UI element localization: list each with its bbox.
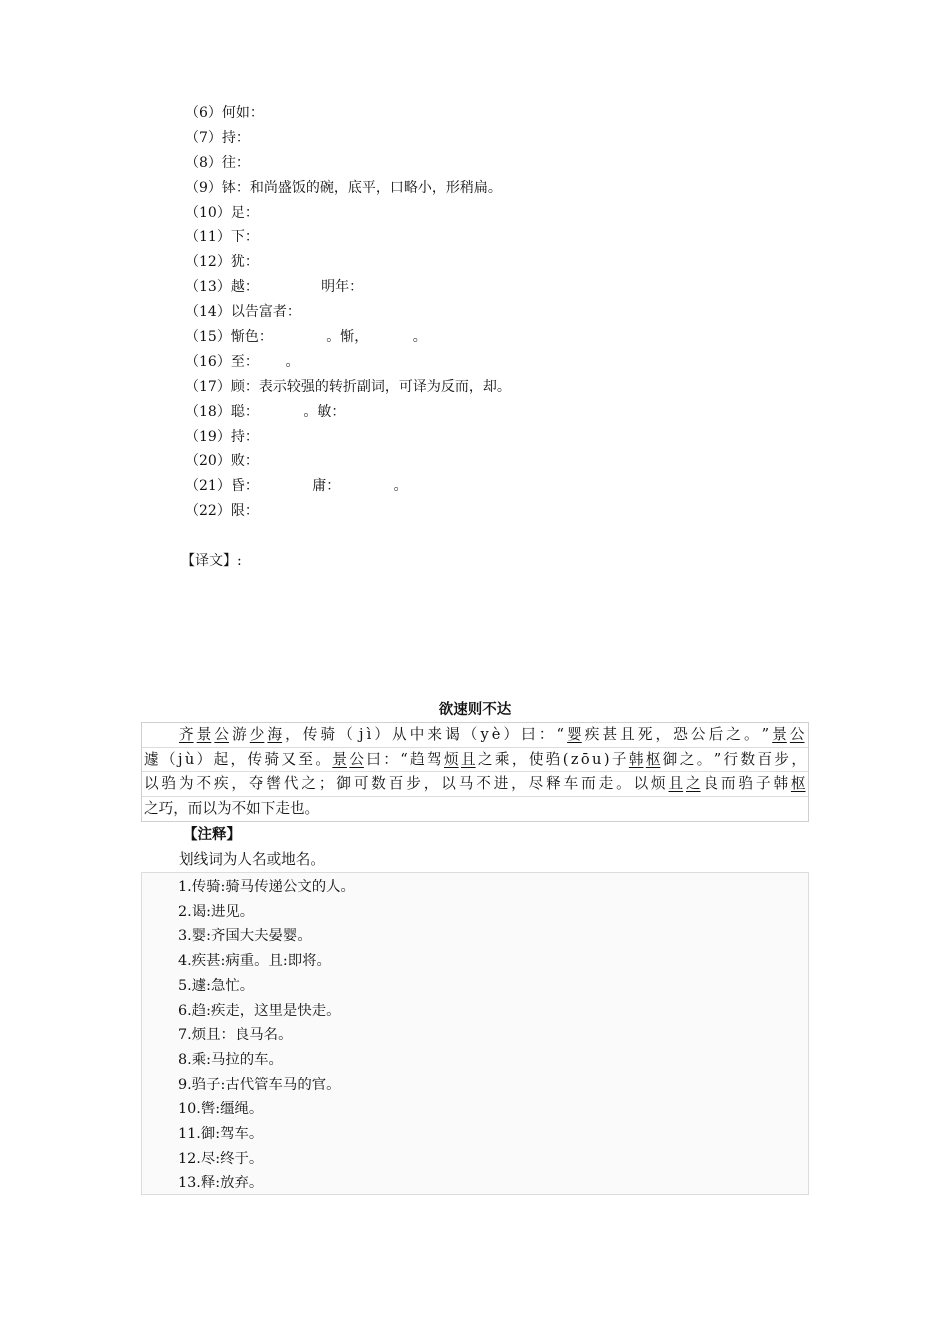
passage-char: 以: [441, 775, 456, 792]
passage-char: 而: [581, 775, 596, 792]
passage-char: 车: [563, 775, 579, 792]
underlined-name-char: 齐: [179, 726, 194, 743]
passage-char: ): [603, 750, 610, 768]
passage-char: 辔: [266, 775, 281, 792]
passage-char: 子: [611, 750, 627, 768]
passage-char: 曰: [366, 750, 381, 768]
passage-char: ō: [580, 750, 590, 768]
underlined-name-char: 之: [686, 775, 701, 792]
glossary-item: （15）惭色： 。惭， 。: [185, 329, 427, 346]
passage-title: 欲速则不达: [438, 702, 512, 718]
passage-char: 之: [301, 775, 316, 792]
note-item: 13.释:放弃。: [178, 1175, 264, 1192]
passage-char: 驺: [545, 750, 561, 768]
passage-char: 数: [371, 775, 386, 792]
passage-char: 之: [477, 750, 493, 768]
glossary-item: （16）至： 。: [185, 353, 300, 370]
passage-char: 。: [315, 750, 330, 768]
passage-char: ）: [503, 726, 519, 743]
passage-char: 死: [637, 726, 653, 743]
passage-char: 百: [757, 750, 773, 768]
notes-label: 【注释】: [183, 827, 241, 843]
glossary-item: （10）足：: [185, 204, 259, 221]
underlined-name-char: 公: [349, 750, 364, 768]
underlined-name-char: 枢: [645, 750, 661, 768]
passage-char: 曰: [521, 726, 536, 743]
passage-char: 至: [298, 750, 314, 768]
underlined-name-char: 景: [772, 726, 787, 743]
passage-char: 不: [196, 775, 212, 792]
passage-char: 骑: [264, 750, 280, 768]
passage-char: ：: [383, 750, 398, 768]
passage-char: 数: [740, 750, 756, 768]
note-item: 11.御:驾车。: [178, 1126, 264, 1142]
passage-char: 行: [723, 750, 739, 768]
passage-char: 乘: [494, 750, 510, 768]
passage-char: 马: [458, 775, 474, 792]
passage-char: j: [177, 750, 183, 768]
passage-char: 趋: [410, 750, 425, 768]
passage-char: 不: [476, 775, 491, 792]
glossary-item: （6）何如：: [185, 105, 264, 121]
passage-char: 。: [743, 726, 759, 743]
passage-char: 谒: [445, 726, 460, 743]
passage-char: j: [358, 726, 364, 743]
note-item: 8.乘:马拉的车。: [178, 1051, 283, 1068]
glossary-item: （18）聪： 。敏：: [185, 403, 346, 420]
note-item: 5.遽:急忙。: [178, 977, 255, 994]
glossary-item: （17）顾：表示较强的转折副词，可译为反而，却。: [185, 378, 511, 395]
passage-char: ，: [230, 750, 246, 768]
passage-char: ，: [231, 775, 247, 792]
glossary-item: （21）昏： 庸： 。: [185, 478, 408, 495]
underlined-name-char: 婴: [567, 726, 582, 743]
underlined-name-char: 且: [460, 750, 476, 768]
passage-char: 步: [774, 750, 790, 768]
note-item: 10.辔:缰绳。: [178, 1101, 264, 1118]
note-item: 9.驺子:古代管车马的官。: [178, 1076, 341, 1093]
passage-char: 走: [598, 775, 614, 792]
passage-char: (: [562, 750, 569, 768]
passage-char: 可: [353, 775, 369, 792]
passage-line-2: [142, 748, 808, 773]
passage-char: 良: [703, 775, 719, 792]
passage-char: ）: [374, 726, 389, 743]
passage-line-4: 之巧，而以为不如下走也。: [144, 799, 320, 817]
passage-char: ，: [511, 775, 526, 792]
passage-char: 来: [427, 726, 442, 743]
translation-label: 【译文】:: [181, 553, 242, 569]
underlined-name-char: 公: [789, 726, 805, 743]
passage-char: z: [570, 750, 579, 768]
glossary-item: （12）犹：: [185, 254, 259, 271]
passage-char: ”: [761, 726, 770, 743]
note-item: 1.传骑:骑马传递公文的人。: [178, 879, 355, 895]
passage-char: 骑: [320, 726, 336, 743]
glossary-list: [185, 101, 511, 524]
underlined-name-char: 景: [332, 750, 347, 768]
glossary-item: （14）以告富者：: [185, 304, 301, 321]
glossary-item: （19）持：: [185, 428, 259, 445]
passage-char: 韩: [773, 775, 789, 792]
note-item: 12.尽:终于。: [178, 1150, 264, 1167]
glossary-item: （13）越： 明年：: [185, 279, 364, 296]
passage-char: 御: [662, 750, 678, 768]
passage-char: 传: [247, 750, 263, 768]
underlined-name-char: 公: [214, 726, 229, 743]
underlined-name-char: 枢: [790, 775, 806, 792]
passage-line-1: [142, 723, 808, 748]
passage-char: ：: [538, 726, 554, 743]
underlined-name-char: 景: [196, 726, 212, 743]
passage-char: 以: [633, 775, 649, 792]
note-item: 6.趋:疾走，这里是快走。: [178, 1002, 341, 1019]
underlined-name-char: 韩: [628, 750, 644, 768]
passage-char: “: [400, 750, 408, 768]
glossary-item: （22）限：: [185, 503, 259, 520]
passage-char: 驺: [738, 775, 754, 792]
passage-char: 而: [720, 775, 736, 792]
glossary-item: （11）下：: [185, 229, 259, 246]
passage-char: ，: [791, 750, 806, 768]
underlined-name-char: 烦: [443, 750, 459, 768]
passage-char: 御: [336, 775, 351, 792]
underlined-name-char: 且: [668, 775, 684, 792]
passage-char: 使: [528, 750, 544, 768]
notes-box: [141, 872, 809, 1195]
note-item: 7.烦且：良马名。: [178, 1027, 293, 1044]
passage-char: 疾: [213, 775, 229, 792]
passage-char: 恐: [673, 726, 688, 743]
passage-char: （: [462, 726, 478, 743]
glossary-item: （8）往：: [185, 154, 250, 171]
passage-box: [141, 722, 809, 822]
passage-char: （: [160, 750, 176, 768]
passage-char: 以: [144, 775, 159, 792]
passage-char: 传: [302, 726, 318, 743]
underlined-name-char: 少: [249, 726, 265, 743]
passage-char: 公: [690, 726, 706, 743]
passage-char: ”: [713, 750, 722, 768]
passage-char: 之: [679, 750, 695, 768]
passage-char: 且: [620, 726, 635, 743]
passage-char: 驾: [427, 750, 442, 768]
passage-char: 从: [392, 726, 407, 743]
underlined-name-char: 海: [267, 726, 283, 743]
passage-char: 夺: [248, 775, 264, 792]
passage-char: è: [491, 726, 501, 743]
passage-char: 甚: [602, 726, 618, 743]
passage-char: ，: [511, 750, 527, 768]
passage-char: u: [592, 750, 602, 768]
passage-char: 为: [178, 775, 194, 792]
passage-char: ；: [318, 775, 334, 792]
note-item: 4.疾甚:病重。且:即将。: [178, 953, 331, 970]
passage-char: 遽: [144, 750, 159, 768]
passage-char: 步: [406, 775, 421, 792]
passage-char: 驺: [161, 775, 177, 792]
passage-char: （: [338, 726, 353, 743]
passage-char: 中: [409, 726, 425, 743]
note-item: 2.谒:进见。: [178, 903, 255, 920]
passage-char: ，: [285, 726, 300, 743]
glossary-item: （7）持：: [185, 129, 250, 146]
passage-char: 释: [546, 775, 561, 792]
passage-char: 后: [708, 726, 724, 743]
passage-char: 子: [755, 775, 771, 792]
passage-char: 疾: [584, 726, 600, 743]
glossary-item: （20）败：: [185, 453, 259, 470]
passage-char: y: [480, 726, 489, 743]
note-item: 3.婴:齐国大夫晏婴。: [178, 928, 312, 945]
passage-char: 。: [616, 775, 631, 792]
passage-char: 。: [696, 750, 712, 768]
passage-char: ì: [366, 726, 372, 743]
passage-char: 游: [232, 726, 247, 743]
notes-intro: 划线词为人名或地名。: [179, 851, 325, 868]
passage-char: 起: [213, 750, 229, 768]
passage-char: ù: [184, 750, 195, 768]
passage-char: 之: [726, 726, 741, 743]
passage-line-3: [142, 772, 808, 797]
passage-char: 进: [493, 775, 509, 792]
passage-char: “: [556, 726, 565, 743]
glossary-item: （9）钵：和尚盛饭的碗，底平，口略小，形稍扁。: [185, 179, 502, 196]
passage-char: ）: [196, 750, 212, 768]
passage-char: 尽: [528, 775, 544, 792]
passage-char: 又: [281, 750, 297, 768]
passage-char: 烦: [651, 775, 666, 792]
passage-char: ，: [423, 775, 439, 792]
passage-char: ，: [655, 726, 671, 743]
passage-char: 百: [388, 775, 404, 792]
passage-char: 代: [283, 775, 299, 792]
